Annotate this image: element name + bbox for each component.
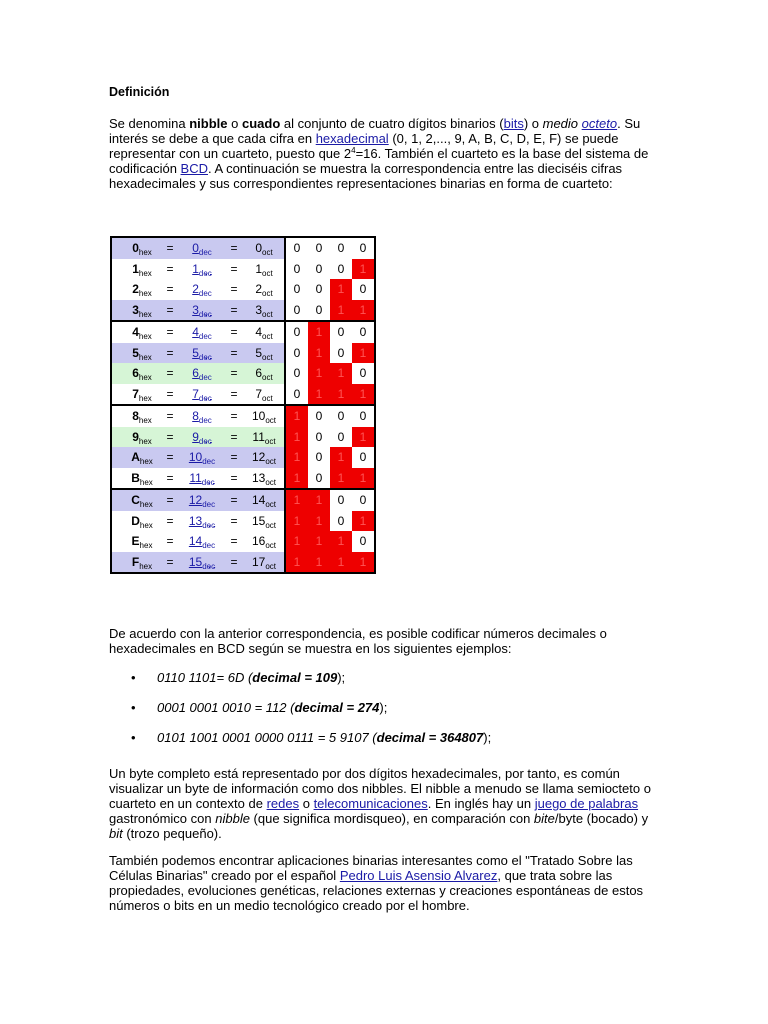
equals-sign: =	[224, 237, 244, 259]
bit-cell: 0	[285, 300, 308, 322]
redes-link[interactable]: redes	[266, 796, 300, 811]
equals-sign: =	[160, 552, 180, 574]
bullet-icon: •	[131, 700, 136, 715]
decimal-link[interactable]: $10_{dec}$	[188, 450, 216, 467]
equals-sign: =	[224, 343, 244, 364]
table-row	[111, 384, 375, 406]
bit-cell: 0	[285, 279, 308, 300]
examples-list	[109, 670, 491, 760]
oct-cell: $0_{oct}$	[244, 237, 285, 259]
bit-cell: 0	[285, 259, 308, 280]
bit-cell: 0	[352, 489, 375, 511]
hex-cell: $5_{hex}$	[111, 343, 160, 364]
equals-sign: =	[160, 468, 180, 490]
table-row	[111, 427, 375, 448]
bit-cell: 1	[330, 300, 352, 322]
bit-cell: 1	[330, 279, 352, 300]
table-row	[111, 279, 375, 300]
bit-cell: 0	[330, 321, 352, 343]
dec-cell	[180, 468, 224, 490]
oct-cell: $15_{oct}$	[244, 511, 285, 532]
equals-sign: =	[160, 300, 180, 322]
oct-cell: $11_{oct}$	[244, 427, 285, 448]
bit-cell: 0	[352, 363, 375, 384]
bit-cell: 0	[308, 468, 330, 490]
bit-cell: 1	[352, 468, 375, 490]
bcd-link[interactable]: BCD	[180, 161, 208, 176]
hex-cell: $B_{hex}$	[111, 468, 160, 490]
dec-cell	[180, 279, 224, 300]
bit-cell: 1	[330, 552, 352, 574]
bit-cell: 0	[352, 237, 375, 259]
hex-cell: $C_{hex}$	[111, 489, 160, 511]
decimal-link[interactable]: $7_{dec}$	[192, 386, 212, 403]
oct-cell: $3_{oct}$	[244, 300, 285, 322]
bit-cell: 1	[308, 343, 330, 364]
oct-cell: $7_{oct}$	[244, 384, 285, 406]
dec-cell	[180, 531, 224, 552]
hex-cell: $3_{hex}$	[111, 300, 160, 322]
decimal-link[interactable]: $3_{dec}$	[192, 302, 212, 319]
bit-cell: 0	[330, 343, 352, 364]
hex-cell: $6_{hex}$	[111, 363, 160, 384]
decimal-link[interactable]: $15_{dec}$	[188, 554, 216, 571]
decimal-link[interactable]: $13_{dec}$	[188, 513, 216, 530]
equals-sign: =	[224, 363, 244, 384]
hex-cell: $0_{hex}$	[111, 237, 160, 259]
oct-cell: $1_{oct}$	[244, 259, 285, 280]
bit-cell: 1	[285, 531, 308, 552]
hex-cell: $7_{hex}$	[111, 384, 160, 406]
equals-sign: =	[224, 321, 244, 343]
bit-cell: 0	[330, 511, 352, 532]
oct-cell: $16_{oct}$	[244, 531, 285, 552]
bit-cell: 0	[285, 363, 308, 384]
bit-cell: 0	[330, 427, 352, 448]
bit-cell: 0	[308, 405, 330, 427]
bit-cell: 1	[285, 405, 308, 427]
equals-sign: =	[160, 489, 180, 511]
bit-cell: 1	[352, 300, 375, 322]
bit-cell: 1	[352, 384, 375, 406]
equals-sign: =	[224, 531, 244, 552]
oct-cell: $17_{oct}$	[244, 552, 285, 574]
oct-cell: $5_{oct}$	[244, 343, 285, 364]
dec-cell	[180, 363, 224, 384]
oct-cell: $13_{oct}$	[244, 468, 285, 490]
bit-cell: 0	[308, 237, 330, 259]
hex-cell: $8_{hex}$	[111, 405, 160, 427]
list-item: • 0110 1101= 6D (decimal = 109);	[131, 670, 346, 685]
bit-cell: 0	[285, 384, 308, 406]
decimal-link[interactable]: $1_{dec}$	[192, 261, 212, 278]
bit-cell: 0	[285, 237, 308, 259]
equals-sign: =	[224, 447, 244, 468]
dec-cell	[180, 321, 224, 343]
bit-cell: 0	[285, 343, 308, 364]
hexadecimal-link[interactable]: hexadecimal	[315, 131, 389, 146]
bit-cell: 1	[330, 531, 352, 552]
equals-sign: =	[160, 321, 180, 343]
oct-cell: $6_{oct}$	[244, 363, 285, 384]
bit-cell: 1	[330, 363, 352, 384]
bit-cell: 0	[308, 259, 330, 280]
bit-cell: 1	[308, 531, 330, 552]
bit-cell: 1	[285, 489, 308, 511]
bit-cell: 1	[330, 468, 352, 490]
bit-cell: 1	[308, 321, 330, 343]
equals-sign: =	[160, 531, 180, 552]
equals-sign: =	[160, 279, 180, 300]
equals-sign: =	[224, 384, 244, 406]
hex-cell: $9_{hex}$	[111, 427, 160, 448]
hex-cell: $1_{hex}$	[111, 259, 160, 280]
hex-cell: $4_{hex}$	[111, 321, 160, 343]
medio-term: medio	[542, 116, 579, 131]
table-row	[111, 343, 375, 364]
oct-cell: $12_{oct}$	[244, 447, 285, 468]
cuado-term: cuado	[241, 116, 281, 131]
bit-cell: 1	[285, 427, 308, 448]
bit-cell: 0	[352, 531, 375, 552]
table-row	[111, 363, 375, 384]
table-row	[111, 405, 375, 427]
bit-cell: 1	[330, 447, 352, 468]
octeto-link[interactable]: octeto	[581, 116, 618, 131]
equals-sign: =	[160, 343, 180, 364]
decimal-link[interactable]: $12_{dec}$	[188, 493, 216, 510]
bullet-icon: •	[131, 730, 136, 745]
equals-sign: =	[160, 427, 180, 448]
definition-paragraph: Se denomina nibble o cuado al conjunto de cuatro dígitos binarios (bits) o medio octeto. Su interés se debe a que cada cifra en hexadecimal (0, 1, 2,..., 9, A, B, C, D, E, F) se puede representar con un cuarteto, puesto que $2^4=16$. También el cuarteto es la base del sistema de codificación BCD. A continuación se muestra la correspondencia entre las dieciséis cifras hexadecimales y sus correspondientes representaciones binarias en forma de cuarteto:	[109, 116, 649, 191]
equals-sign: =	[160, 237, 180, 259]
dec-cell	[180, 552, 224, 574]
bit-cell: 1	[285, 447, 308, 468]
bit-cell: 0	[330, 259, 352, 280]
bit-cell: 0	[285, 321, 308, 343]
bit-cell: 1	[308, 511, 330, 532]
bcd-intro-paragraph: De acuerdo con la anterior correspondencia, es posible codificar números decimales o hexadecimales en BCD según se muestra en los siguientes ejemplos:	[109, 626, 607, 656]
byte-paragraph: Un byte completo está representado por dos dígitos hexadecimales, por tanto, es común visualizar un byte de información como dos nibbles. El nibble a menudo se llama semiocteto o cuarteto en un contexto de redes o telecomunicaciones. En inglés hay un juego de palabras gastronómico con nibble (que significa mordisqueo), en comparación con bite/byte (bocado) y bit (trozo pequeño).	[109, 766, 651, 841]
bit-cell: 0	[352, 447, 375, 468]
decimal-link[interactable]: $2_{dec}$	[192, 282, 212, 299]
table-row	[111, 489, 375, 511]
table-row	[111, 259, 375, 280]
bit-cell: 0	[352, 321, 375, 343]
bit-cell: 1	[308, 384, 330, 406]
bit-cell: 0	[330, 237, 352, 259]
bit-cell: 0	[352, 279, 375, 300]
equals-sign: =	[224, 259, 244, 280]
decimal-link[interactable]: $4_{dec}$	[192, 325, 212, 342]
bit-cell: 1	[308, 363, 330, 384]
dec-cell	[180, 511, 224, 532]
dec-cell	[180, 237, 224, 259]
bit-cell: 1	[285, 511, 308, 532]
section-heading: Definición	[109, 85, 170, 99]
dec-cell	[180, 343, 224, 364]
oct-cell: $2_{oct}$	[244, 279, 285, 300]
equals-sign: =	[160, 405, 180, 427]
bit-cell: 0	[330, 405, 352, 427]
equals-sign: =	[224, 300, 244, 322]
bit-cell: 1	[352, 511, 375, 532]
decimal-link[interactable]: $8_{dec}$	[192, 409, 212, 426]
bit-cell: 0	[308, 279, 330, 300]
table-row	[111, 552, 375, 574]
table-row	[111, 237, 375, 259]
equals-sign: =	[224, 405, 244, 427]
bit-cell: 1	[352, 552, 375, 574]
bit-cell: 1	[285, 552, 308, 574]
telecomunicaciones-link[interactable]: telecomunicaciones	[313, 796, 428, 811]
oct-cell: $4_{oct}$	[244, 321, 285, 343]
bit-cell: 1	[308, 489, 330, 511]
bit-cell: 1	[285, 468, 308, 490]
equals-sign: =	[160, 447, 180, 468]
hex-cell: $D_{hex}$	[111, 511, 160, 532]
bit-cell: 1	[330, 384, 352, 406]
oct-cell: $10_{oct}$	[244, 405, 285, 427]
oct-cell: $14_{oct}$	[244, 489, 285, 511]
nibble-term: nibble	[189, 116, 228, 131]
equals-sign: =	[160, 384, 180, 406]
equals-sign: =	[160, 363, 180, 384]
bit-cell: 1	[352, 427, 375, 448]
bit-cell: 0	[308, 300, 330, 322]
equals-sign: =	[224, 552, 244, 574]
list-item: • 0101 1001 0001 0000 0111 = 5 9107 (decimal = 364807);	[131, 730, 492, 745]
equals-sign: =	[224, 279, 244, 300]
table-row	[111, 321, 375, 343]
table-row	[111, 511, 375, 532]
equals-sign: =	[160, 259, 180, 280]
table-row	[111, 300, 375, 322]
dec-cell	[180, 384, 224, 406]
bit-cell: 1	[352, 343, 375, 364]
bit-cell: 0	[308, 427, 330, 448]
decimal-link[interactable]: $5_{dec}$	[192, 345, 212, 362]
list-item: • 0001 0001 0010 = 112 (decimal = 274);	[131, 700, 388, 715]
equals-sign: =	[224, 489, 244, 511]
hex-cell: $E_{hex}$	[111, 531, 160, 552]
equals-sign: =	[224, 511, 244, 532]
hex-cell: $F_{hex}$	[111, 552, 160, 574]
table-row	[111, 468, 375, 490]
decimal-link[interactable]: $6_{dec}$	[192, 366, 212, 383]
binary-cells-paragraph: También podemos encontrar aplicaciones binarias interesantes como el "Tratado Sobre las Células Binarias" creado por el español Pedro Luis Asensio Alvarez, que trata sobre las propiedades, evoluciones genéticas, relaciones externas y creaciones espontáneas de estos números o bits en un medio tecnológico creado por el hombre.	[109, 853, 644, 913]
bit-cell: 1	[352, 259, 375, 280]
dec-cell	[180, 259, 224, 280]
bits-link[interactable]: bits	[503, 116, 524, 131]
table-row	[111, 531, 375, 552]
bit-cell: 1	[308, 552, 330, 574]
decimal-link[interactable]: $14_{dec}$	[188, 534, 216, 551]
decimal-link[interactable]: $11_{dec}$	[189, 470, 215, 487]
bullet-icon: •	[131, 670, 136, 685]
juego-de-palabras-link[interactable]: juego de palabras	[534, 796, 639, 811]
equals-sign: =	[160, 511, 180, 532]
dec-cell	[180, 447, 224, 468]
dec-cell	[180, 405, 224, 427]
hex-cell: $A_{hex}$	[111, 447, 160, 468]
nibble-table	[110, 236, 376, 574]
dec-cell	[180, 300, 224, 322]
exponent: 4	[351, 146, 356, 155]
decimal-link[interactable]: $9_{dec}$	[192, 429, 212, 446]
equals-sign: =	[224, 468, 244, 490]
table-row	[111, 447, 375, 468]
decimal-link[interactable]: $0_{dec}$	[192, 241, 212, 258]
dec-cell	[180, 489, 224, 511]
equals-sign: =	[224, 427, 244, 448]
bit-cell: 0	[308, 447, 330, 468]
dec-cell	[180, 427, 224, 448]
pedro-luis-link[interactable]: Pedro Luis Asensio Alvarez	[339, 868, 498, 883]
hex-cell: $2_{hex}$	[111, 279, 160, 300]
bit-cell: 0	[330, 489, 352, 511]
bit-cell: 0	[352, 405, 375, 427]
